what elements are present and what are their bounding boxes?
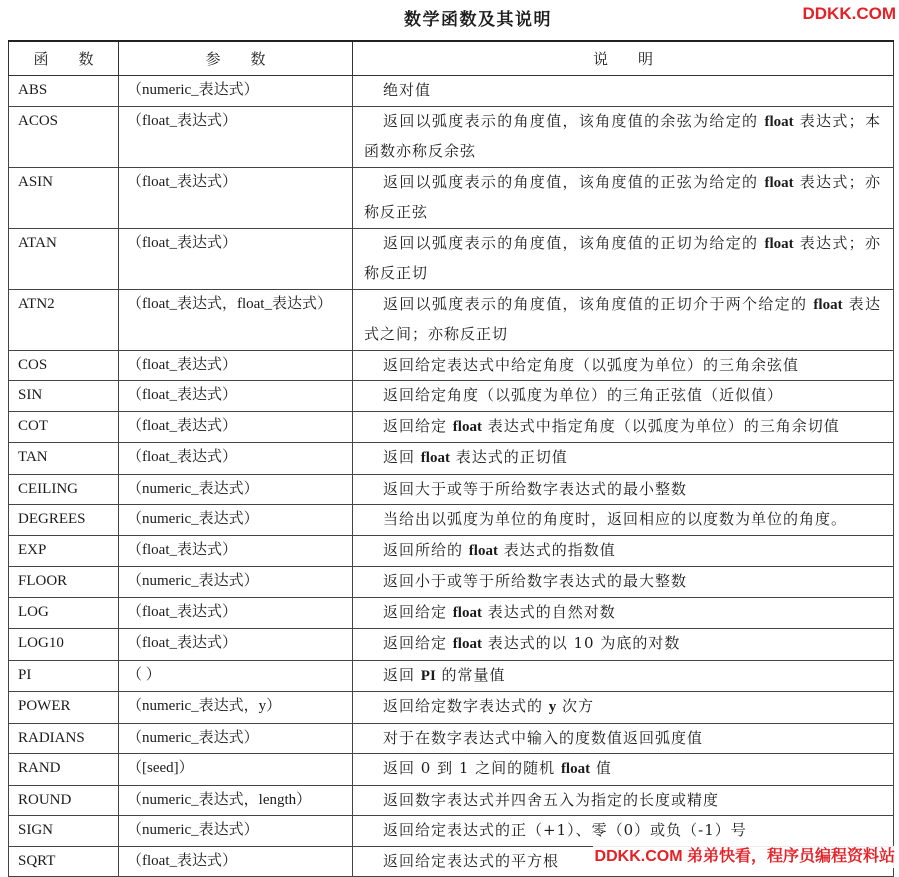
description-cell: [353, 692, 894, 724]
description-text: 返回给定: [383, 416, 453, 435]
description-text: 返回给定表达式的平方根: [383, 851, 560, 870]
table-row: [9, 411, 894, 443]
description-text: 返回数字表达式并四舍五入为指定的长度或精度: [383, 790, 720, 809]
description-keyword: float: [420, 450, 450, 466]
header-description: 说 明: [353, 41, 894, 76]
function-name-cell: POWER: [9, 692, 119, 724]
parameters-cell: （ ）: [119, 660, 353, 692]
description-cell: [353, 567, 894, 598]
description-text: 绝对值: [383, 81, 432, 99]
function-name-cell: ATAN: [9, 228, 119, 289]
description-text: 表达式的以 10 为底的对数: [481, 634, 681, 652]
description-keyword: float: [764, 235, 794, 252]
parameters-cell: （float_表达式）: [119, 846, 353, 877]
table-row: [9, 167, 894, 228]
page-title: 数学函数及其说明: [404, 10, 552, 30]
table-row: [9, 692, 894, 724]
description-text: 返回小于或等于所给数字表达式的最大整数: [383, 572, 688, 590]
description-text: 表达式中指定角度（以弧度为单位）的三角余切值: [481, 416, 840, 435]
table-row: [9, 567, 894, 598]
description-cell: [353, 167, 894, 228]
description-keyword: float: [560, 761, 591, 777]
description-text: 返回给定: [383, 634, 453, 652]
description-cell: [353, 411, 894, 443]
parameters-cell: （float_表达式）: [119, 411, 353, 443]
table-row: [9, 629, 894, 661]
description-cell: [353, 381, 894, 412]
description-text: 返回给定数字表达式的: [383, 697, 549, 715]
parameters-cell: （float_表达式）: [119, 381, 353, 412]
description-text: 返回 0 到 1 之间的随机: [383, 759, 561, 777]
description-text: 表达式；本函数亦称反余弦: [364, 111, 881, 160]
description-text: 值: [590, 759, 612, 777]
table-row: [9, 816, 894, 847]
table-row: [9, 443, 894, 475]
description-text: 表达式之间；亦称反正切: [364, 294, 881, 343]
description-cell: [353, 228, 894, 289]
parameters-cell: （[seed]）: [119, 754, 353, 786]
description-text: 表达式的自然对数: [481, 602, 616, 621]
header-parameters: 参 数: [119, 41, 353, 76]
description-keyword: float: [452, 604, 482, 621]
table-body: [9, 76, 894, 877]
parameters-cell: （numeric_表达式）: [119, 816, 353, 847]
description-text: 表达式的指数值: [497, 540, 616, 559]
parameters-cell: （numeric_表达式）: [119, 474, 353, 505]
description-cell: [353, 785, 894, 816]
function-name-cell: EXP: [9, 535, 119, 567]
description-keyword: PI: [420, 667, 436, 684]
description-keyword: float: [468, 542, 498, 559]
function-name-cell: TAN: [9, 443, 119, 475]
description-cell: [353, 76, 894, 107]
parameters-cell: （float_表达式）: [119, 597, 353, 629]
table-row: [9, 474, 894, 505]
description-text: 表达式；亦称反正切: [364, 233, 881, 282]
table-header: [9, 41, 894, 76]
description-cell: [353, 443, 894, 475]
description-cell: [353, 289, 894, 350]
description-cell: [353, 629, 894, 661]
function-name-cell: RAND: [9, 754, 119, 786]
table-row: [9, 723, 894, 754]
parameters-cell: （float_表达式）: [119, 350, 353, 381]
description-text: 返回给定角度（以弧度为单位）的三角正弦值（近似值）: [383, 386, 784, 404]
function-name-cell: LOG: [9, 597, 119, 629]
header-row: [9, 41, 894, 76]
description-cell: [353, 106, 894, 167]
parameters-cell: （numeric_表达式）: [119, 723, 353, 754]
parameters-cell: （float_表达式）: [119, 167, 353, 228]
function-name-cell: COS: [9, 350, 119, 381]
table-row: [9, 754, 894, 786]
description-cell: [353, 597, 894, 629]
description-keyword: float: [764, 113, 794, 130]
description-cell: [353, 660, 894, 692]
function-name-cell: PI: [9, 660, 119, 692]
description-cell: [353, 474, 894, 505]
function-name-cell: ATN2: [9, 289, 119, 350]
description-text: 对于在数字表达式中输入的度数值返回弧度值: [383, 728, 704, 747]
watermark-bottom: DDKK.COM 弟弟快看，程序员编程资料站: [593, 846, 897, 868]
description-text: 返回以弧度表示的角度值，该角度值的正弦为给定的: [383, 172, 765, 191]
description-keyword: y: [548, 699, 557, 715]
description-text: 返回给定表达式中给定角度（以弧度为单位）的三角余弦值: [383, 355, 800, 374]
table-row: [9, 381, 894, 412]
description-text: 返回: [383, 448, 421, 466]
description-text: 返回给定: [383, 602, 453, 621]
parameters-cell: （float_表达式）: [119, 443, 353, 475]
function-name-cell: COT: [9, 411, 119, 443]
parameters-cell: （numeric_表达式，length）: [119, 785, 353, 816]
parameters-cell: （numeric_表达式，y）: [119, 692, 353, 724]
table-row: [9, 597, 894, 629]
table-row: [9, 76, 894, 107]
table-row: [9, 289, 894, 350]
math-functions-table: [8, 40, 894, 877]
description-cell: [353, 350, 894, 381]
description-text: 返回以弧度表示的角度值，该角度值的余弦为给定的: [383, 111, 765, 130]
description-text: 返回所给的: [383, 540, 469, 559]
table-row: [9, 535, 894, 567]
description-text: 返回以弧度表示的角度值，该角度值的正切介于两个给定的: [383, 294, 814, 313]
description-keyword: float: [764, 174, 794, 191]
table-row: [9, 785, 894, 816]
description-cell: [353, 723, 894, 754]
parameters-cell: （float_表达式）: [119, 629, 353, 661]
function-name-cell: RADIANS: [9, 723, 119, 754]
description-text: 当给出以弧度为单位的角度时，返回相应的以度数为单位的角度。: [383, 510, 848, 528]
description-cell: [353, 816, 894, 847]
description-text: 返回大于或等于所给数字表达式的最小整数: [383, 479, 688, 498]
parameters-cell: （float_表达式）: [119, 228, 353, 289]
function-name-cell: SQRT: [9, 846, 119, 877]
description-text: 的常量值: [435, 665, 506, 684]
parameters-cell: （float_表达式）: [119, 106, 353, 167]
parameters-cell: （float_表达式）: [119, 535, 353, 567]
function-name-cell: DEGREES: [9, 505, 119, 536]
parameters-cell: （numeric_表达式）: [119, 567, 353, 598]
function-name-cell: ROUND: [9, 785, 119, 816]
function-name-cell: LOG10: [9, 629, 119, 661]
function-name-cell: FLOOR: [9, 567, 119, 598]
description-keyword: float: [452, 418, 482, 435]
description-cell: [353, 754, 894, 786]
header-function: 函 数: [9, 41, 119, 76]
table-row: [9, 106, 894, 167]
function-name-cell: CEILING: [9, 474, 119, 505]
description-text: 返回以弧度表示的角度值，该角度值的正切为给定的: [383, 233, 765, 252]
function-name-cell: ACOS: [9, 106, 119, 167]
description-text: 返回给定表达式的正（+1）、零（0）或负（-1）号: [383, 821, 747, 839]
watermark-top: DDKK.COM: [802, 4, 896, 23]
description-cell: [353, 505, 894, 536]
description-text: 次方: [556, 697, 595, 715]
parameters-cell: （float_表达式，float_表达式）: [119, 289, 353, 350]
function-name-cell: ASIN: [9, 167, 119, 228]
description-text: 返回: [383, 665, 421, 684]
table-row: [9, 660, 894, 692]
description-keyword: float: [452, 636, 482, 652]
function-name-cell: SIN: [9, 381, 119, 412]
description-keyword: float: [813, 296, 843, 313]
parameters-cell: （numeric_表达式）: [119, 505, 353, 536]
table-row: [9, 228, 894, 289]
table-row: [9, 505, 894, 536]
parameters-cell: （numeric_表达式）: [119, 76, 353, 107]
table-row: [9, 350, 894, 381]
function-name-cell: ABS: [9, 76, 119, 107]
description-cell: [353, 535, 894, 567]
description-text: 表达式的正切值: [449, 448, 568, 466]
description-text: 表达式；亦称反正弦: [364, 172, 881, 221]
function-name-cell: SIGN: [9, 816, 119, 847]
